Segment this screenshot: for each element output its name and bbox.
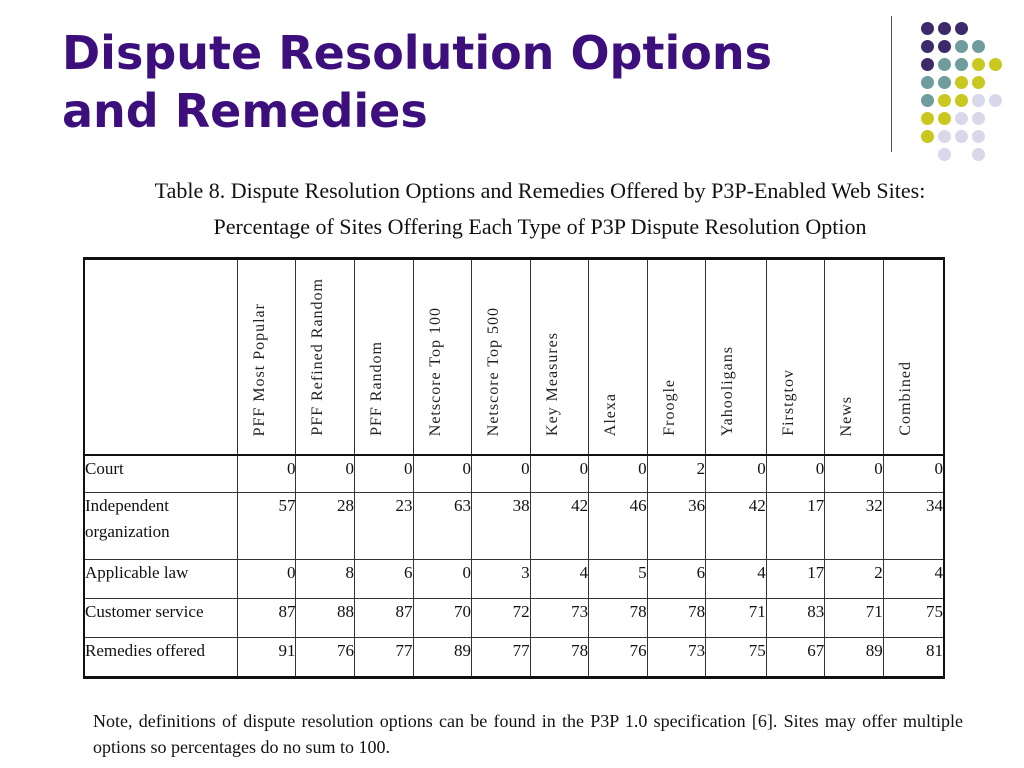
decorative-dot <box>955 40 968 53</box>
decorative-dot <box>972 112 985 125</box>
row-label: Remedies offered <box>84 638 237 678</box>
table-cell: 76 <box>296 638 355 678</box>
table-cell: 34 <box>883 493 944 560</box>
decorative-dot <box>938 22 951 35</box>
header-divider <box>891 16 892 152</box>
decorative-dot <box>955 112 968 125</box>
table-cell: 77 <box>354 638 413 678</box>
table-cell: 87 <box>237 599 296 638</box>
row-label: Applicable law <box>84 560 237 599</box>
column-header: News <box>825 259 884 456</box>
decorative-dot <box>955 130 968 143</box>
table-cell: 76 <box>589 638 648 678</box>
table-cell: 2 <box>825 560 884 599</box>
decorative-dot <box>921 22 934 35</box>
table-cell: 0 <box>766 455 825 493</box>
column-header: Combined <box>883 259 944 456</box>
table-cell: 0 <box>706 455 767 493</box>
table-header-row <box>84 259 944 456</box>
table-cell: 81 <box>883 638 944 678</box>
decorative-dot <box>972 58 985 71</box>
column-header: Yahooligans <box>706 259 767 456</box>
table-row <box>84 599 944 638</box>
decorative-dot <box>989 94 1002 107</box>
table-cell: 78 <box>530 638 589 678</box>
column-header: Froogle <box>647 259 706 456</box>
table-caption-line-2: Percentage of Sites Offering Each Type of P3P Dispute Resolution Option <box>213 214 867 239</box>
table-cell: 0 <box>883 455 944 493</box>
decorative-dot <box>921 58 934 71</box>
column-header: PFF Most Popular <box>237 259 296 456</box>
table-cell: 42 <box>530 493 589 560</box>
table-corner-cell <box>84 259 237 456</box>
table-cell: 23 <box>354 493 413 560</box>
table-cell: 0 <box>237 560 296 599</box>
table-note: Note, definitions of dispute resolution options can be found in the P3P 1.0 specification [6]. Sites may offer multiple options so percentages do no sum to 100. <box>93 711 963 757</box>
slide-title-line-2: and Remedies <box>62 84 428 138</box>
decorative-dot <box>938 76 951 89</box>
table-cell: 57 <box>237 493 296 560</box>
decorative-dot <box>921 94 934 107</box>
decorative-dot <box>955 76 968 89</box>
table-cell: 78 <box>647 599 706 638</box>
slide-title-line-1: Dispute Resolution Options <box>62 26 772 80</box>
table-cell: 6 <box>354 560 413 599</box>
table-cell: 0 <box>237 455 296 493</box>
slide-title <box>62 24 862 140</box>
column-header: Netscore Top 500 <box>472 259 531 456</box>
table-cell: 5 <box>589 560 648 599</box>
table-cell: 28 <box>296 493 355 560</box>
table-cell: 0 <box>589 455 648 493</box>
table-cell: 75 <box>883 599 944 638</box>
table-cell: 36 <box>647 493 706 560</box>
dispute-resolution-table <box>83 257 945 679</box>
column-header: Alexa <box>589 259 648 456</box>
table-cell: 78 <box>589 599 648 638</box>
table-cell: 0 <box>296 455 355 493</box>
table-cell: 0 <box>413 560 472 599</box>
row-label: Independent organization <box>84 493 237 560</box>
decorative-dot <box>989 58 1002 71</box>
table-caption-line-1: Table 8. Dispute Resolution Options and Remedies Offered by P3P-Enabled Web Sites: <box>154 178 926 203</box>
decorative-dot <box>921 40 934 53</box>
decorative-dot <box>938 112 951 125</box>
decorative-dot <box>938 148 951 161</box>
decorative-dot <box>921 112 934 125</box>
table-cell: 4 <box>706 560 767 599</box>
decorative-dot <box>938 94 951 107</box>
table-cell: 89 <box>825 638 884 678</box>
table-cell: 91 <box>237 638 296 678</box>
table-cell: 67 <box>766 638 825 678</box>
table-cell: 71 <box>825 599 884 638</box>
decorative-dot <box>972 40 985 53</box>
table-cell: 77 <box>472 638 531 678</box>
column-header: Netscore Top 100 <box>413 259 472 456</box>
table-cell: 0 <box>825 455 884 493</box>
column-header: Key Measures <box>530 259 589 456</box>
column-header: PFF Refined Random <box>296 259 355 456</box>
table-cell: 2 <box>647 455 706 493</box>
decorative-dot <box>921 130 934 143</box>
table-cell: 17 <box>766 560 825 599</box>
table-cell: 4 <box>883 560 944 599</box>
table-row <box>84 493 944 560</box>
table-cell: 8 <box>296 560 355 599</box>
decorative-dot <box>972 130 985 143</box>
table-row <box>84 455 944 493</box>
decorative-dot <box>972 148 985 161</box>
table-cell: 6 <box>647 560 706 599</box>
table-cell: 4 <box>530 560 589 599</box>
row-label: Customer service <box>84 599 237 638</box>
table-cell: 0 <box>354 455 413 493</box>
table-cell: 83 <box>766 599 825 638</box>
table-cell: 89 <box>413 638 472 678</box>
decorative-dot <box>938 130 951 143</box>
table-cell: 38 <box>472 493 531 560</box>
table-cell: 17 <box>766 493 825 560</box>
column-header: Firstgtov <box>766 259 825 456</box>
decorative-dot <box>938 58 951 71</box>
table-cell: 88 <box>296 599 355 638</box>
table-cell: 0 <box>413 455 472 493</box>
decorative-dot <box>955 58 968 71</box>
row-label: Court <box>84 455 237 493</box>
table-cell: 32 <box>825 493 884 560</box>
table-cell: 73 <box>530 599 589 638</box>
table-cell: 42 <box>706 493 767 560</box>
table-cell: 71 <box>706 599 767 638</box>
table-cell: 63 <box>413 493 472 560</box>
table-cell: 3 <box>472 560 531 599</box>
table-row <box>84 638 944 678</box>
table-cell: 70 <box>413 599 472 638</box>
decorative-dot <box>955 22 968 35</box>
table-row <box>84 560 944 599</box>
decorative-dot <box>921 76 934 89</box>
decorative-dot <box>972 76 985 89</box>
decorative-dot <box>955 94 968 107</box>
table-cell: 87 <box>354 599 413 638</box>
decorative-dot <box>938 40 951 53</box>
table-cell: 0 <box>472 455 531 493</box>
table-cell: 75 <box>706 638 767 678</box>
table-cell: 73 <box>647 638 706 678</box>
column-header: PFF Random <box>354 259 413 456</box>
table-cell: 46 <box>589 493 648 560</box>
table-cell: 0 <box>530 455 589 493</box>
table-cell: 72 <box>472 599 531 638</box>
decorative-dot <box>972 94 985 107</box>
